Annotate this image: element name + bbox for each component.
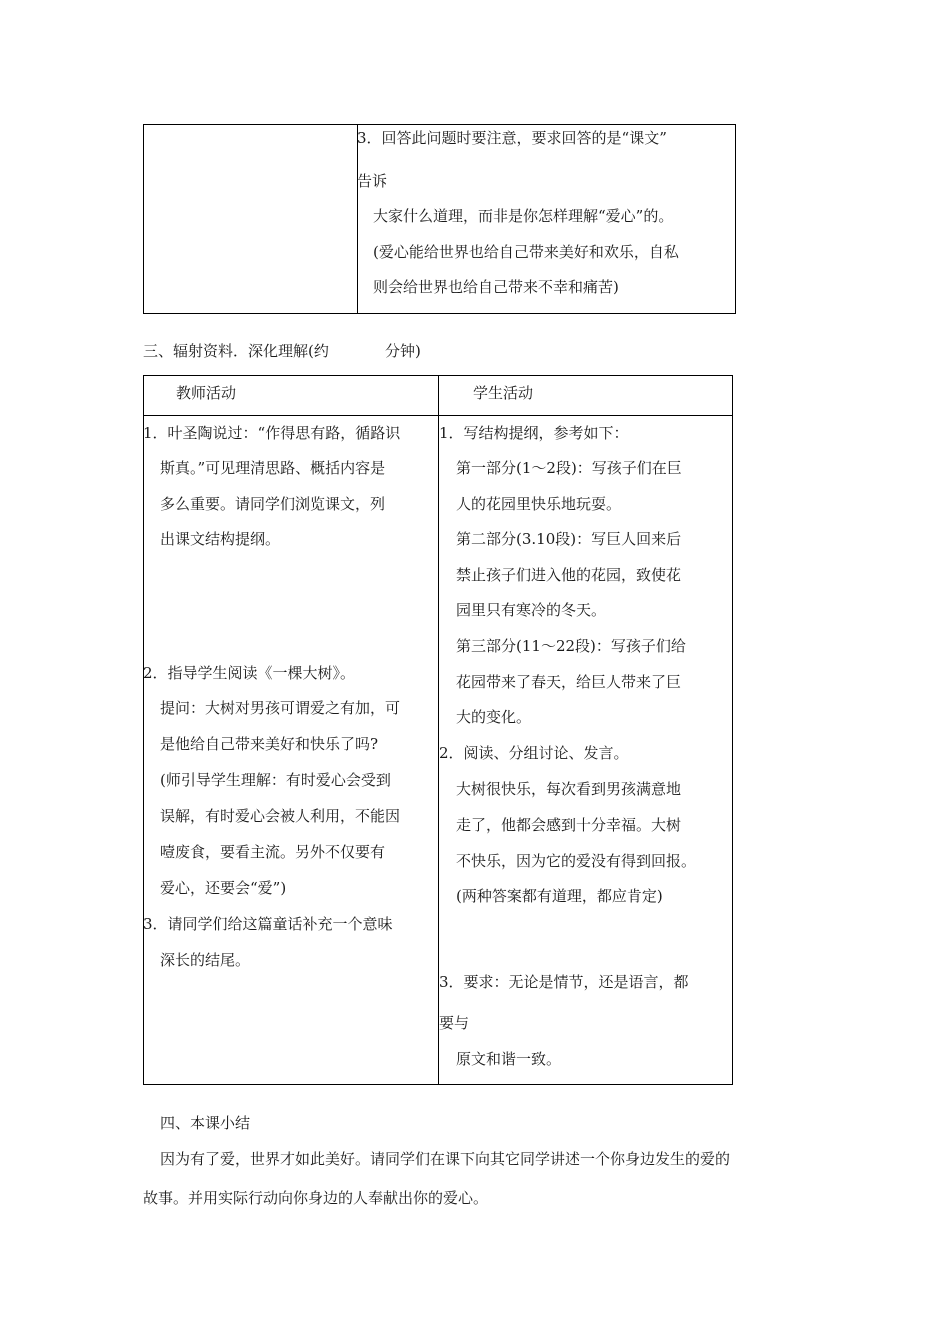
teacher-line: 爱心，还要会“爱”)	[160, 879, 287, 897]
teacher-line: (师引导学生理解：有时爱心会受到	[160, 771, 391, 789]
student-line: 大树很快乐，每次看到男孩满意地	[456, 780, 682, 798]
teacher-line: 提问：大树对男孩可谓爱之有加，可	[160, 699, 401, 717]
student-line: 园里只有寒冷的冬天。	[456, 601, 607, 619]
teacher-activity-header: 教师活动	[176, 384, 237, 402]
student-activity-header: 学生活动	[473, 384, 534, 402]
student-line: 第一部分(1～2段)：写孩子们在巨	[456, 459, 682, 477]
teacher-line: 2．指导学生阅读《一棵大树》。	[143, 664, 356, 682]
top-table-line: 告诉	[357, 172, 388, 190]
teacher-line: 是他给自己带来美好和快乐了吗?	[160, 735, 379, 753]
student-line: 走了，他都会感到十分幸福。大树	[456, 816, 682, 834]
student-line: (两种答案都有道理，都应肯定)	[456, 887, 663, 905]
student-line: 要与	[439, 1014, 470, 1032]
teacher-line: 斯真。”可见理清思路、概括内容是	[160, 459, 386, 477]
teacher-line: 噎废食，要看主流。另外不仅要有	[160, 843, 386, 861]
section4-paragraph-line2: 故事。并用实际行动向你身边的人奉献出你的爱心。	[143, 1189, 489, 1207]
teacher-line: 3．请同学们给这篇童话补充一个意味	[143, 915, 393, 933]
student-line: 禁止孩子们进入他的花园，致使花	[456, 566, 682, 584]
student-line: 2．阅读、分组讨论、发言。	[439, 744, 629, 762]
top-table-line: 大家什么道理，而非是你怎样理解“爱心”的。	[373, 207, 674, 225]
student-line: 花园带来了春天，给巨人带来了巨	[456, 673, 682, 691]
teacher-line: 误解，有时爱心会被人利用，不能因	[160, 807, 401, 825]
student-line: 3．要求：无论是情节，还是语言，都	[439, 973, 689, 991]
teacher-line: 出课文结构提纲。	[160, 530, 281, 548]
student-line: 大的变化。	[456, 708, 532, 726]
teacher-line: 1．叶圣陶说过：“作得思有路，循路识	[143, 424, 401, 442]
top-table-line: 3．回答此问题时要注意，要求回答的是“课文”	[357, 129, 667, 147]
student-line: 1．写结构提纲，参考如下：	[439, 424, 629, 442]
section3-suffix: 分钟)	[385, 342, 421, 360]
section3-title: 三、辐射资料．深化理解(约	[143, 342, 329, 360]
top-table-divider	[357, 125, 358, 313]
top-table-line: (爱心能给世界也给自己带来美好和欢乐，自私	[373, 243, 679, 261]
top-table-line: 则会给世界也给自己带来不幸和痛苦)	[373, 278, 619, 296]
section4-title: 四、本课小结	[160, 1114, 251, 1132]
teacher-line: 多么重要。请同学们浏览课文，列	[160, 495, 386, 513]
student-line: 第三部分(11～22段)：写孩子们给	[456, 637, 686, 655]
section4-paragraph-line1: 因为有了爱，世界才如此美好。请同学们在课下向其它同学讲述一个你身边发生的爱的	[160, 1150, 731, 1168]
activity-table-header-rule	[144, 415, 732, 416]
student-line: 第二部分(3.10段)：写巨人回来后	[456, 530, 682, 548]
teacher-line: 深长的结尾。	[160, 951, 251, 969]
student-line: 人的花园里快乐地玩耍。	[456, 495, 622, 513]
student-line: 原文和谐一致。	[456, 1050, 562, 1068]
student-line: 不快乐，因为它的爱没有得到回报。	[456, 852, 697, 870]
